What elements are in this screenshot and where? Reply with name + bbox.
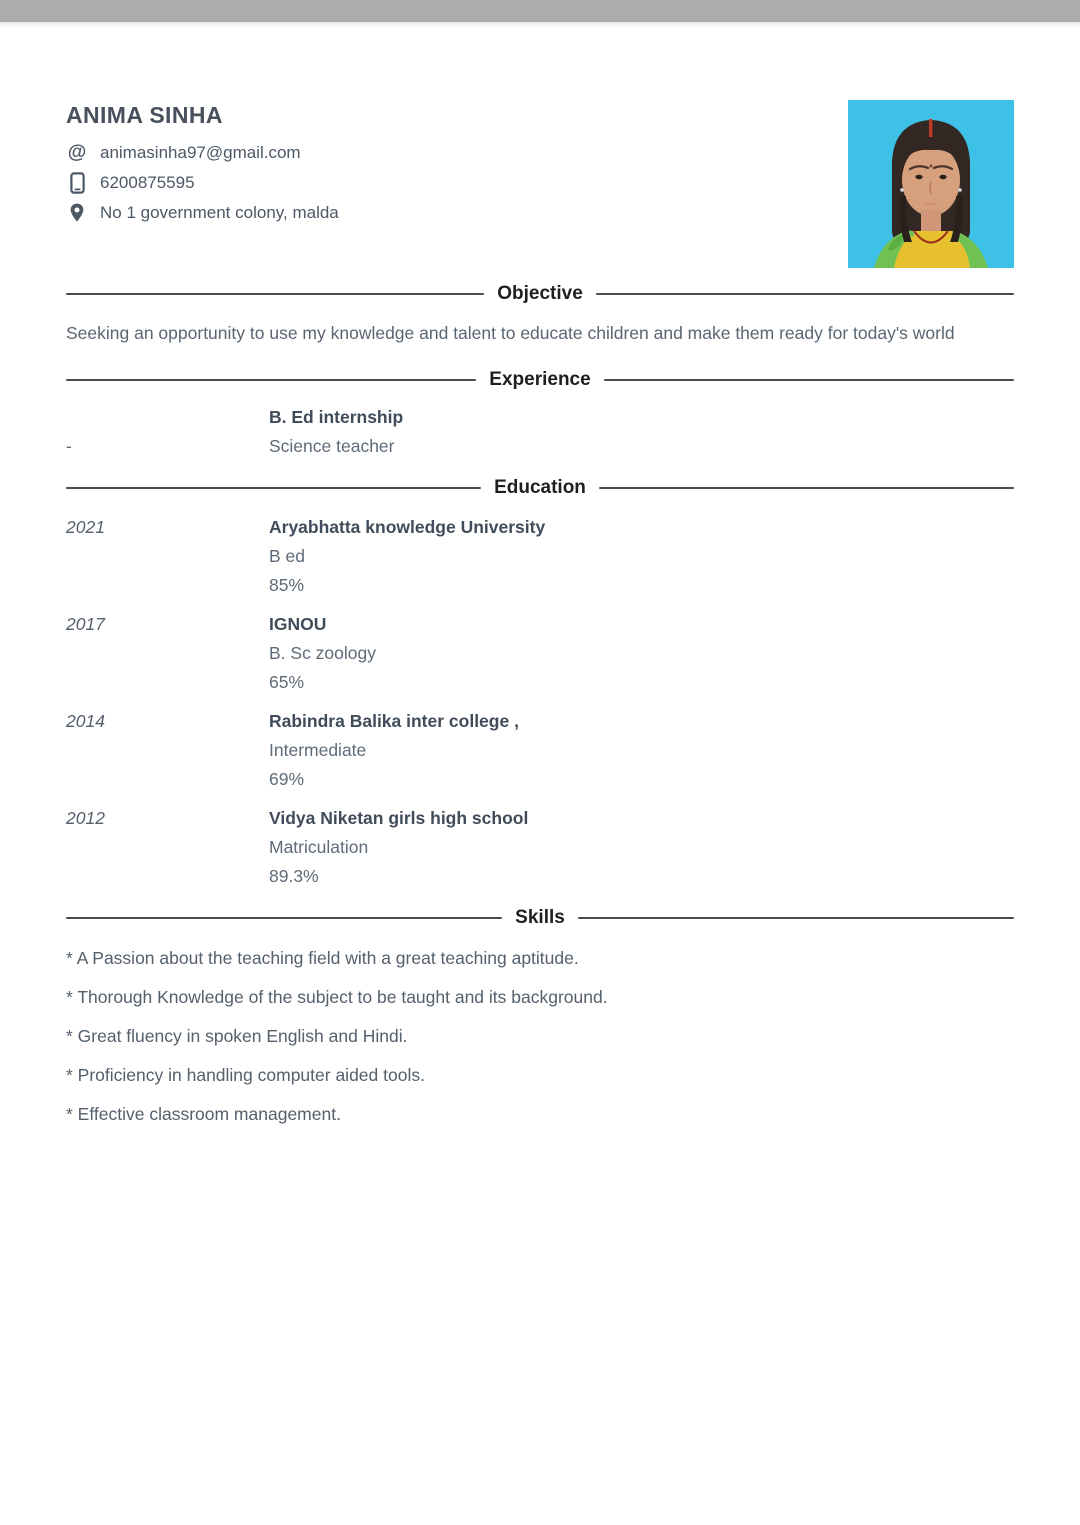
at-icon: @ [67, 142, 87, 163]
experience-role: B. Ed internship [269, 407, 404, 427]
education-institution: Aryabhatta knowledge University [269, 517, 546, 537]
divider-line [66, 379, 476, 382]
experience-entry [66, 403, 1014, 461]
education-entry [66, 804, 1014, 891]
skill-item: * Thorough Knowledge of the subject to be taught and its background. [66, 987, 608, 1007]
divider-line [66, 293, 484, 296]
section-header-education [66, 477, 1014, 499]
contact-row-address [66, 202, 339, 224]
experience-subtitle: Science teacher [269, 436, 395, 456]
education-institution: IGNOU [269, 614, 327, 634]
education-entry [66, 610, 1014, 697]
resume-page [0, 100, 1080, 1124]
resume-header [66, 100, 1014, 268]
education-score: 65% [269, 672, 305, 692]
contact-address: No 1 government colony, malda [100, 203, 339, 222]
education-degree: B. Sc zoology [269, 643, 376, 663]
education-body [269, 610, 1014, 697]
skill-item: * A Passion about the teaching field with a great teaching aptitude. [66, 948, 579, 968]
top-status-bar [0, 0, 1080, 22]
contact-row-email [66, 142, 339, 164]
section-title-skills: Skills [515, 907, 565, 928]
contact-list [66, 142, 339, 224]
divider-line [596, 293, 1014, 296]
section-header-skills [66, 907, 1014, 929]
portrait-photo [848, 100, 1014, 268]
divider-line [66, 917, 502, 920]
education-year: 2017 [66, 614, 105, 634]
section-title-objective: Objective [497, 283, 583, 304]
education-degree: Matriculation [269, 837, 369, 857]
education-score: 89.3% [269, 866, 319, 886]
divider-line [578, 917, 1014, 920]
divider-line [66, 487, 481, 490]
education-institution: Vidya Niketan girls high school [269, 808, 529, 828]
education-year: 2012 [66, 808, 105, 828]
education-year: 2021 [66, 517, 105, 537]
contact-phone: 6200875595 [100, 173, 195, 192]
education-score: 69% [269, 769, 305, 789]
education-year: 2014 [66, 711, 105, 731]
education-degree: B ed [269, 546, 305, 566]
education-institution: Rabindra Balika inter college , [269, 711, 519, 731]
identity-block [66, 100, 339, 224]
divider-line [604, 379, 1014, 382]
contact-row-phone [66, 172, 339, 194]
location-pin-icon [66, 202, 88, 224]
objective-text: Seeking an opportunity to use my knowledge and talent to educate children and make them ready for today's world [66, 323, 955, 343]
section-header-experience [66, 369, 1014, 391]
education-entry [66, 513, 1014, 600]
skill-item: * Effective classroom management. [66, 1104, 341, 1124]
skill-item: * Great fluency in spoken English and Hindi. [66, 1026, 408, 1046]
person-name: ANIMA SINHA [66, 102, 223, 128]
education-list [66, 513, 1014, 891]
experience-body [269, 403, 1014, 461]
skill-item: * Proficiency in handling computer aided tools. [66, 1065, 425, 1085]
phone-icon [66, 172, 88, 194]
section-title-experience: Experience [489, 369, 591, 390]
education-body [269, 804, 1014, 891]
education-score: 85% [269, 575, 305, 595]
section-title-education: Education [494, 477, 586, 498]
skills-list [66, 948, 1014, 1124]
education-degree: Intermediate [269, 740, 367, 760]
education-body [269, 513, 1014, 600]
divider-line [599, 487, 1014, 490]
contact-email: animasinha97@gmail.com [100, 143, 301, 162]
experience-date: - [66, 436, 72, 456]
education-entry [66, 707, 1014, 794]
education-body [269, 707, 1014, 794]
section-header-objective [66, 283, 1014, 305]
